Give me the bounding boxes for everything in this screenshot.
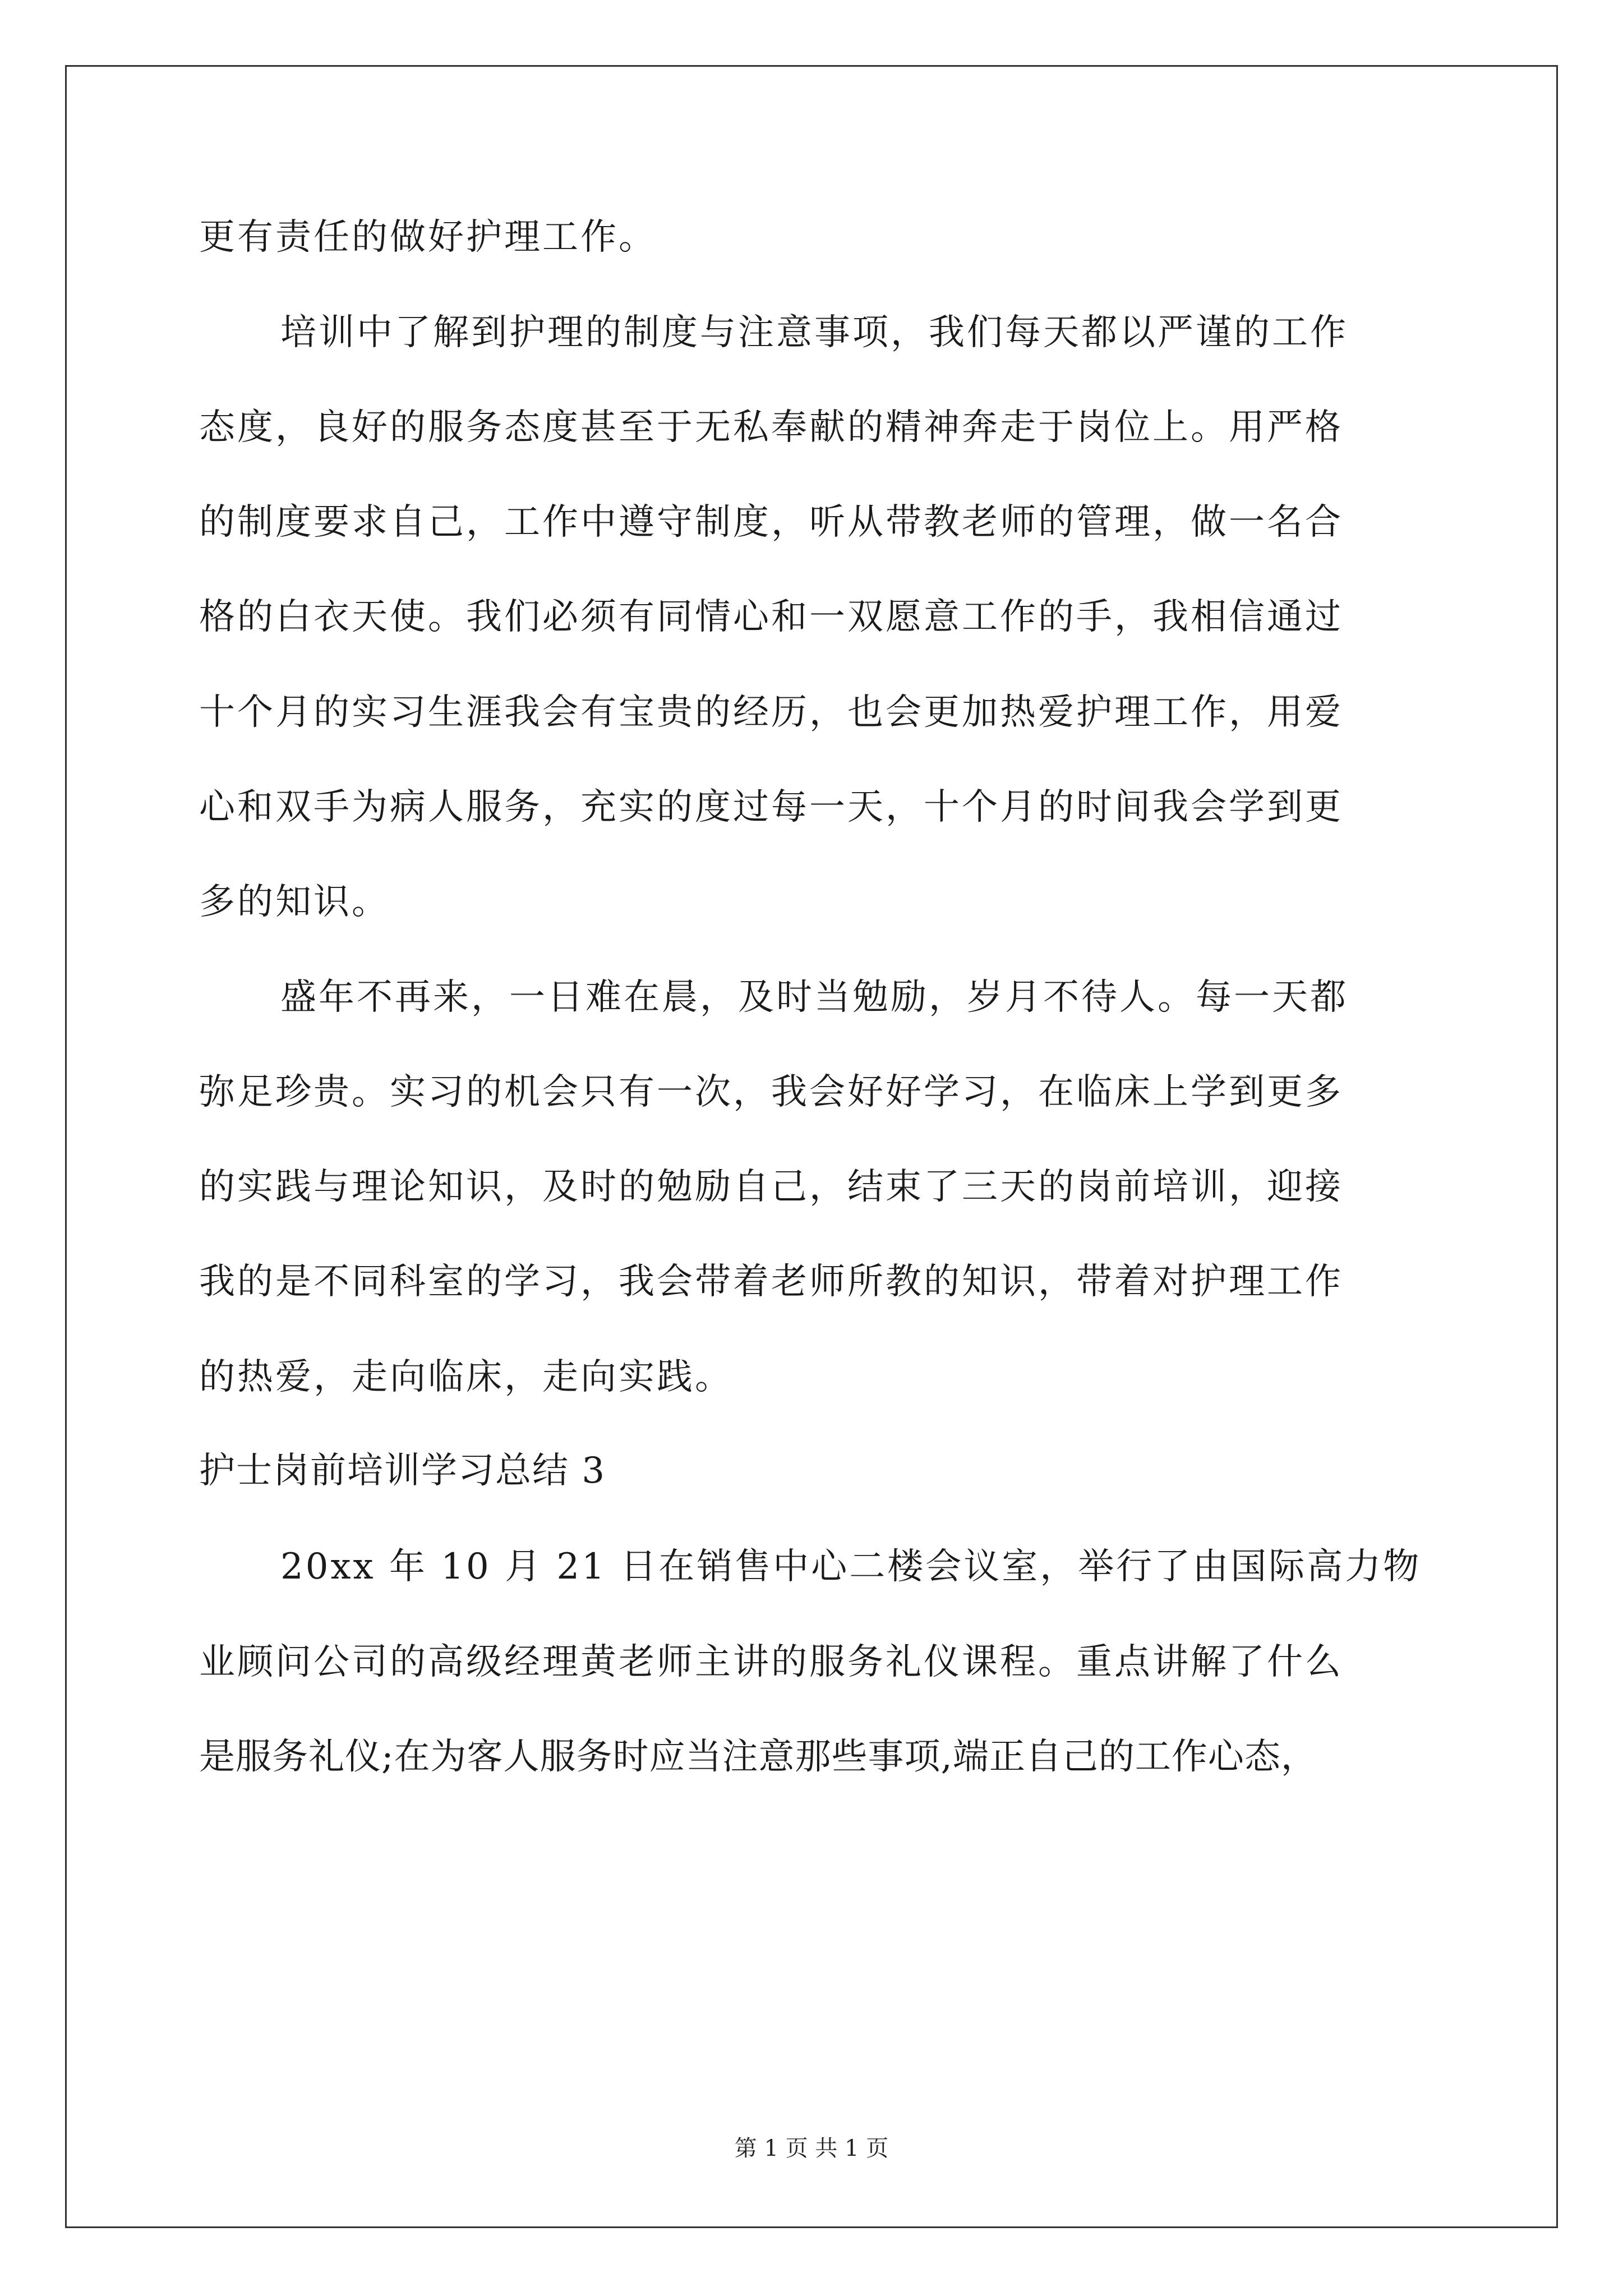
paragraph-first-line: 培训中了解到护理的制度与注意事项，我们每天都以严谨的工作	[280, 312, 1348, 353]
text-line: 十个月的实习生涯我会有宝贵的经历，也会更加热爱护理工作，用爱	[199, 692, 1343, 733]
text-line: 是服务礼仪;在为客人服务时应当注意那些事项,端正自己的工作心态，	[199, 1736, 1317, 1778]
text-line: 弥足珍贵。实习的机会只有一次，我会好好学习，在临床上学到更多	[199, 1071, 1343, 1113]
paragraph-first-line: 20xx 年 10 月 21 日在销售中心二楼会议室，举行了由国际高力物	[280, 1546, 1422, 1588]
text-line: 我的是不同科室的学习，我会带着老师所教的知识，带着对护理工作	[199, 1261, 1343, 1303]
text-line: 多的知识。	[199, 881, 390, 923]
text-line: 心和双手为病人服务，充实的度过每一天，十个月的时间我会学到更	[199, 786, 1343, 828]
section-heading: 护士岗前培训学习总结 3	[199, 1450, 606, 1492]
text-line: 的制度要求自己，工作中遵守制度，听从带教老师的管理，做一名合	[199, 501, 1343, 543]
text-line: 的实践与理论知识，及时的勉励自己，结束了三天的岗前培训，迎接	[199, 1166, 1343, 1208]
page-border	[65, 65, 1558, 2228]
text-line: 业顾问公司的高级经理黄老师主讲的服务礼仪课程。重点讲解了什么	[199, 1641, 1343, 1683]
text-line: 更有责任的做好护理工作。	[199, 217, 657, 258]
paragraph-first-line: 盛年不再来，一日难在晨，及时当勉励，岁月不待人。每一天都	[280, 977, 1348, 1018]
page-footer: 第 1 页 共 1 页	[734, 2136, 889, 2161]
text-line: 格的白衣天使。我们必须有同情心和一双愿意工作的手，我相信通过	[199, 596, 1343, 638]
text-line: 的热爱，走向临床，走向实践。	[199, 1356, 733, 1398]
text-line: 态度，良好的服务态度甚至于无私奉献的精神奔走于岗位上。用严格	[199, 407, 1343, 448]
